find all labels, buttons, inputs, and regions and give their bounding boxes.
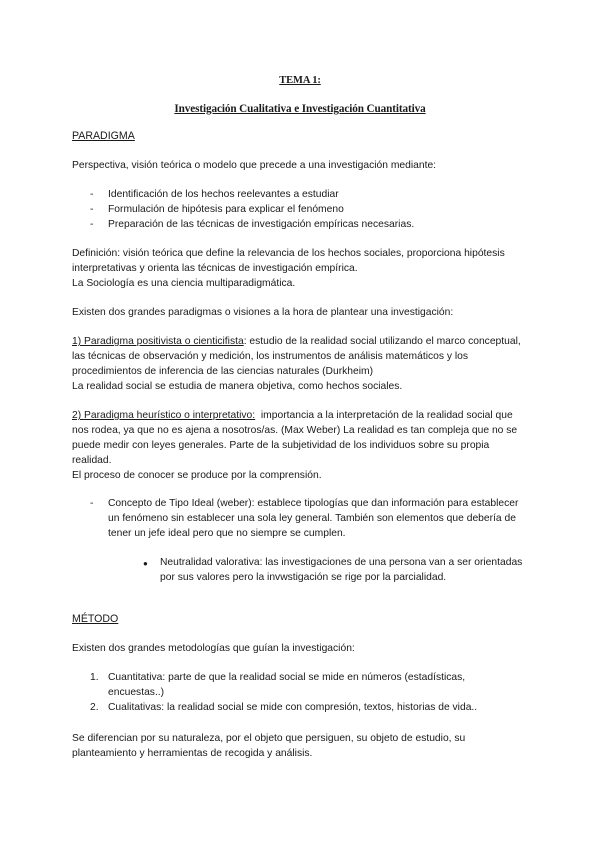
- document-subtitle: Investigación Cualitativa e Investigación Cuantitativa: [174, 103, 426, 115]
- paradigm-2-label: 2) Paradigma heurístico o interpretativo:: [72, 410, 256, 421]
- paradigm-2-extra: El proceso de conocer se produce por la comprensión.: [72, 470, 322, 481]
- list-item: Formulación de hipótesis para explicar el fenómeno: [108, 204, 344, 215]
- metodo-intro: Existen dos grandes metodologías que guían la investigación:: [72, 643, 355, 654]
- bullet-dash: -: [90, 219, 94, 230]
- document-title: TEMA 1:: [279, 75, 321, 86]
- bullet-dash: -: [90, 498, 94, 509]
- section-heading-paradigma: PARADIGMA: [72, 130, 135, 142]
- section-heading-metodo: MÉTODO: [72, 613, 119, 625]
- paradigm-1-extra: La realidad social se estudia de manera objetiva, como hechos sociales.: [72, 381, 403, 392]
- definition-paragraph: Definición: visión teórica que define la relevancia de los hechos sociales, proporciona hipótesis interpretativas y orienta las técnicas de investigación empírica.: [72, 248, 505, 274]
- bullet-dash: -: [90, 204, 94, 215]
- paradigm-1-paragraph: [72, 334, 527, 379]
- list-item: Identificación de los hechos reelevantes a estudiar: [108, 189, 339, 200]
- closing-paragraph: Se diferencian por su naturaleza, por el objeto que persiguen, su objeto de estudio, su planteamiento y herramientas de recogida y análisis.: [72, 733, 466, 759]
- metodo-item: Cualitativas: la realidad social se mide con compresión, textos, historias de vida..: [108, 702, 478, 713]
- metodo-item: Cuantitativa: parte de que la realidad social se mide en números (estadísticas, encuestas..): [108, 672, 466, 698]
- neutralidad-item: Neutralidad valorativa: las investigaciones de una persona van a ser orientadas por sus valores pero la invwstigación se rige por la parcialidad.: [160, 557, 523, 583]
- paradigm-1-text: : estudio de la realidad social utilizando el marco conceptual, las técnicas de observación y medición, los instrumentos de análisis matemáticos y los procedimientos de inferencia de las ciencias naturales (Durkheim): [72, 336, 521, 377]
- list-item: Preparación de las técnicas de investigación empíricas necesarias.: [108, 219, 415, 230]
- list-number: 2.: [90, 702, 99, 713]
- paradigm-2-paragraph: [72, 408, 527, 468]
- paradigm-1-label: 1) Paradigma positivista o cienticifista: [72, 336, 244, 347]
- bullet-dot-icon: ●: [143, 559, 148, 568]
- paradigma-intro: Perspectiva, visión teórica o modelo que precede a una investigación mediante:: [72, 160, 437, 171]
- sociologia-line: La Sociología es una ciencia multiparadigmática.: [72, 278, 296, 289]
- tipo-ideal-item: Concepto de Tipo Ideal (weber): establece tipologías que dan información para establecer un fenómeno sin establecer una sola ley general. También son elementos que debería de tener un jefe ideal pero que no siempre se cumplen.: [108, 498, 519, 539]
- paradigm-2-text: importancia a la interpretación de la realidad social que nos rodea, ya que no es ajena a nosotros/as. (Max Weber) La realidad es tan compleja que no se puede medir con leyes generales. Parte de la subjetividad de los individuos sobre su propia realidad.: [72, 410, 521, 466]
- list-number: 1.: [90, 672, 99, 683]
- two-paradigms-line: Existen dos grandes paradigmas o visiones a la hora de plantear una investigación:: [72, 307, 454, 318]
- bullet-dash: -: [90, 189, 94, 200]
